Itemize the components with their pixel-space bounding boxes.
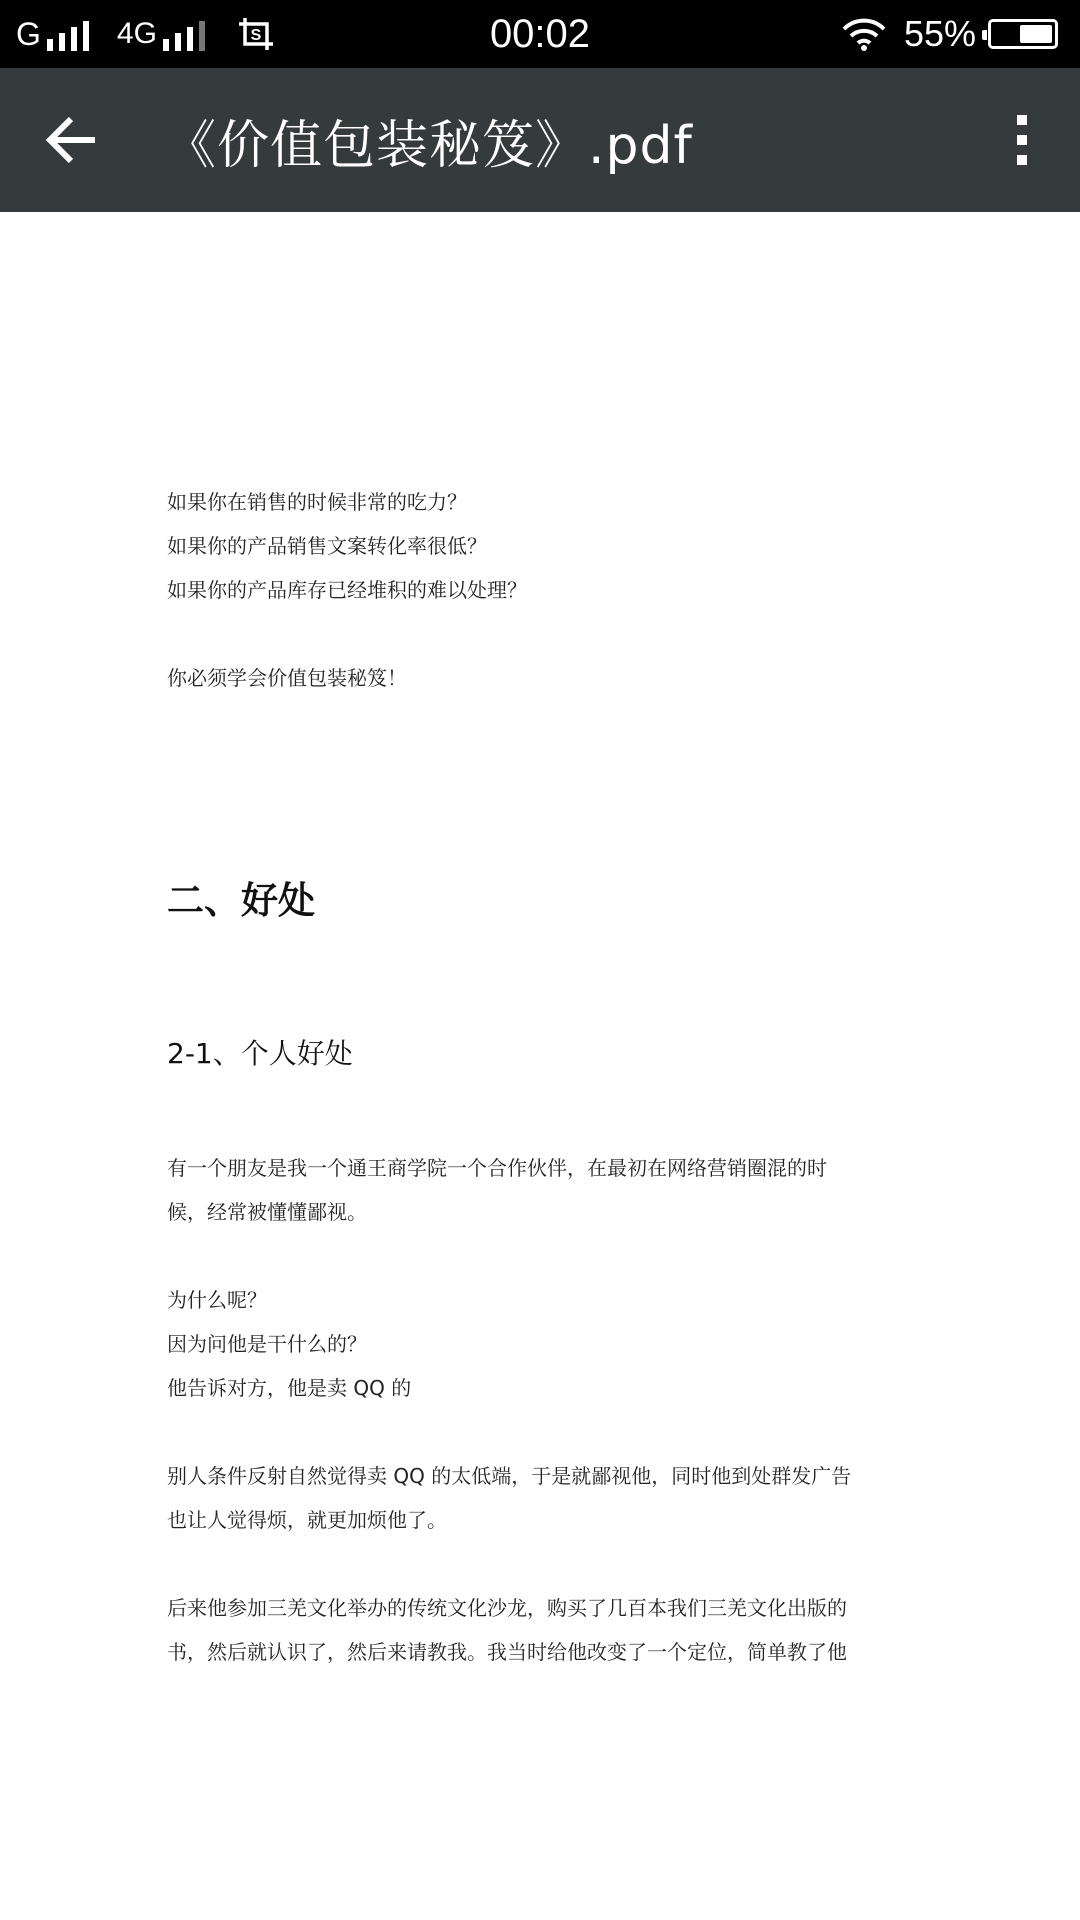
menu-dot (1017, 135, 1027, 145)
paragraph-4-line-1: 后来他参加三羌文化举办的传统文化沙龙，购买了几百本我们三羌文化出版的 (167, 1596, 847, 1620)
wifi-icon (842, 17, 886, 51)
network-type-1: G (16, 15, 41, 52)
back-button[interactable] (36, 108, 108, 172)
battery-icon (988, 19, 1058, 49)
paragraph-2-line-3: 他告诉对方，他是卖 QQ 的 (167, 1376, 412, 1400)
signal-strength-icon (47, 17, 95, 51)
battery-percentage: 55% (903, 13, 976, 54)
paragraph-1-line-1: 有一个朋友是我一个通王商学院一个合作伙伴，在最初在网络营销圈混的时 (167, 1156, 827, 1180)
signal-strength-icon-2 (163, 17, 211, 51)
status-bar (0, 0, 1080, 68)
arrow-back-icon (45, 116, 99, 164)
menu-dot (1017, 115, 1027, 125)
document-title: 《价值包装秘笈》.pdf (164, 115, 693, 176)
paragraph-4-line-2: 书，然后就认识了，然后来请教我。我当时给他改变了一个定位，简单教了他 (167, 1640, 847, 1664)
intro-line-1: 如果你在销售的时候非常的吃力？ (167, 490, 467, 514)
subsection-heading: 2-1、个人好处 (167, 1037, 353, 1070)
menu-dot (1017, 155, 1027, 165)
status-right (842, 0, 1058, 68)
intro-line-3: 如果你的产品库存已经堆积的难以处理？ (167, 578, 527, 602)
status-left (16, 0, 277, 68)
section-heading: 二、好处 (167, 879, 315, 922)
paragraph-1-line-2: 候，经常被懂懂鄙视。 (167, 1200, 367, 1224)
paragraph-3-line-2: 也让人觉得烦，就更加烦他了。 (167, 1508, 447, 1532)
intro-line-2: 如果你的产品销售文案转化率很低？ (167, 534, 487, 558)
screenshot-icon (237, 14, 277, 54)
app-bar (0, 68, 1080, 212)
svg-text:S: S (250, 27, 262, 44)
paragraph-3-line-1: 别人条件反射自然觉得卖 QQ 的太低端，于是就鄙视他，同时他到处群发广告 (167, 1464, 852, 1488)
overflow-menu-button[interactable] (992, 104, 1052, 176)
clock: 00:02 (489, 11, 591, 56)
call-to-action: 你必须学会价值包装秘笈！ (167, 666, 407, 690)
paragraph-2-line-2: 因为问他是干什么的？ (167, 1332, 367, 1356)
battery-level-fill (1020, 25, 1052, 43)
pdf-page[interactable] (0, 212, 1080, 1920)
network-type-2: 4G (116, 17, 157, 50)
paragraph-2-line-1: 为什么呢？ (167, 1288, 267, 1312)
